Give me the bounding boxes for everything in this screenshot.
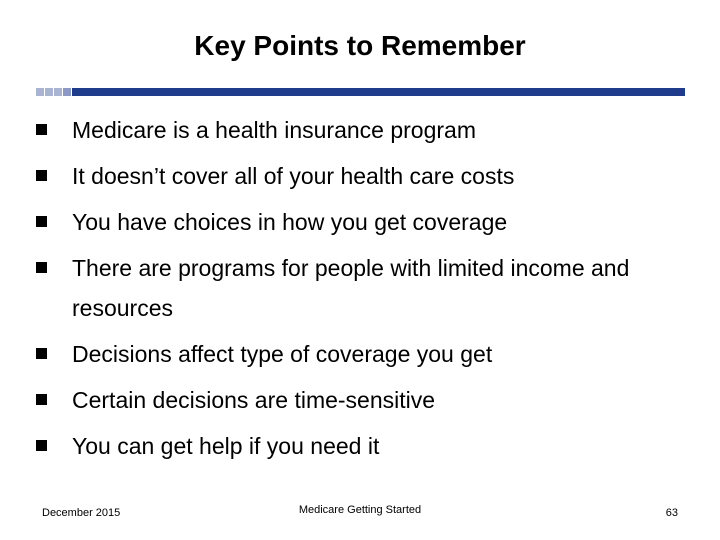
slide-title: Key Points to Remember (194, 30, 526, 61)
divider-segment (63, 88, 71, 96)
bullet-text: It doesn’t cover all of your health care costs (72, 163, 515, 189)
divider-segment (45, 88, 53, 96)
title-divider (36, 88, 685, 96)
bullet-text: You can get help if you need it (72, 433, 380, 459)
footer-date: December 2015 (42, 507, 121, 519)
divider-bar (72, 88, 685, 96)
square-bullet-icon (36, 124, 47, 135)
square-bullet-icon (36, 262, 47, 273)
divider-segment (36, 88, 44, 96)
bullet-text: There are programs for people with limited income and resources (72, 255, 630, 321)
page-number: 63 (665, 507, 678, 519)
bullet-text: Certain decisions are time-sensitive (72, 387, 436, 413)
divider-segment (54, 88, 62, 96)
footer-title: Medicare Getting Started (298, 504, 422, 516)
square-bullet-icon (36, 170, 47, 181)
square-bullet-icon (36, 348, 47, 359)
bullet-text: Medicare is a health insurance program (72, 117, 476, 143)
bullet-text: You have choices in how you get coverage (72, 209, 508, 235)
bullet-text: Decisions affect type of coverage you get (72, 341, 493, 367)
square-bullet-icon (36, 440, 47, 451)
square-bullet-icon (36, 394, 47, 405)
square-bullet-icon (36, 216, 47, 227)
